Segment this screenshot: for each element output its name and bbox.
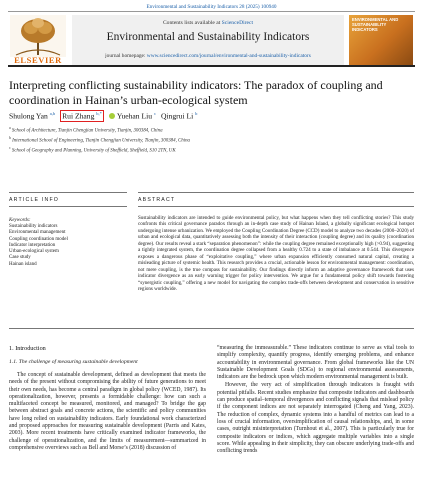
keywords-label: Keywords: bbox=[9, 218, 31, 223]
author-affiliation-mark[interactable]: b bbox=[195, 111, 198, 116]
paragraph: However, the very act of simplification through indicators is fraught with potential pitfalls. Recent studies emphasize that composite indicators and dashboards can produce spatial–temporal divergences and conflicting signals that mislead policy if the component indices are not separately interrogated (Cheng and Yang, 2023). The reduction of complex, dynamic systems into a handful of metrics can lead to a loss of crucial information, oversimplification of causal relationships, and, in some cases, outright misinterpretation (Turnhout et al., 2007). This is particularly true for composite indicators or indices, which aggregate multiple variables into a single score. While appealing in their simplicity, they can obscure underlying trade-offs and conflicting trends bbox=[217, 382, 414, 455]
affiliation-mark: c bbox=[9, 145, 11, 150]
paragraph: “measuring the immeasurable.” These indicators continue to serve as vital tools to simplify complexity, quantify progress, identify emerging problems, and enhance accountability in environmental governance. From global frameworks like the UN Sustainable Development Goals (SDGs) to regional environmental assessments, indicators are the bedrock upon which modern environmental management is built. bbox=[217, 345, 414, 381]
affiliation-b bbox=[9, 135, 414, 145]
cover-title: ENVIRONMENTAL AND SUSTAINABILITY INDICATORS bbox=[352, 17, 399, 32]
body-separator-rule bbox=[9, 328, 414, 329]
keyword: Urban-ecological system bbox=[9, 249, 59, 255]
subsection-heading: 1.1. The challenge of measuring sustainable development bbox=[9, 359, 138, 365]
journal-header bbox=[8, 11, 415, 67]
author-3[interactable] bbox=[117, 111, 156, 121]
body-column-right bbox=[217, 345, 414, 456]
affiliations bbox=[9, 125, 414, 154]
section-heading-introduction: 1. Introduction bbox=[9, 345, 46, 352]
keyword: Environmental management bbox=[9, 230, 66, 236]
running-head: Environmental and Sustainability Indicators 28 (2025) 100940 bbox=[146, 4, 277, 10]
contents-prefix: Contents lists available at bbox=[162, 20, 222, 26]
affiliation-c bbox=[9, 145, 414, 155]
author-affiliation-mark[interactable]: a,b bbox=[49, 111, 56, 116]
author-1[interactable] bbox=[9, 111, 55, 121]
keyword: Hainan island bbox=[9, 261, 37, 267]
author-name: Shulong Yan bbox=[9, 111, 48, 121]
publisher-wordmark: ELSEVIER bbox=[14, 55, 62, 65]
abstract-heading: ABSTRACT bbox=[138, 197, 176, 203]
keyword: Indicator interpretation bbox=[9, 242, 56, 248]
sciencedirect-link[interactable]: ScienceDirect bbox=[221, 20, 254, 26]
author-name: Rui Zhang bbox=[62, 111, 95, 121]
author-affiliation-mark[interactable]: c bbox=[153, 111, 156, 116]
author-list bbox=[9, 110, 202, 122]
author-name: Qingrui Li bbox=[160, 111, 194, 121]
contents-line bbox=[72, 20, 344, 26]
abstract-text: Sustainability indicators are intended to guide environmental policy, but what happens when they tell conflicting stories? This study confronts this critical governance paradox through an in-depth case study of Hainan Island, a globally significant ecological hotspot undergoing intense urbanization. We employed the Coupling Coordination Degree (CCD) model to analyze two decades (2000–2020) of urban and ecological data, quantitatively assessing both the intensity of their interaction (coupling degree) and its quality (coordination degree). Our results reveal a stark “separation phenomenon”: while the coupling degree remained exceptionally high (>0.94), suggesting a tightly integrated system, the coordination degree collapsed from a healthy 0.724 to a state of imbalance at 0.544. This divergence exposes a dangerous phase of “exploitative coupling,” where urban expansion efficiently consumed natural capital, creating a misleading picture of systemic health. This research provides a crucial, actionable lesson for environmental management: coordination, not mere coupling, is the true compass for sustainability. Our findings directly inform an adaptive governance framework that uses indicator divergence as an early warning trigger for policy intervention. We argue for a fundamental policy shift towards fostering “synergistic coupling,” offering a new model for navigating the complex trade-offs between development and conservation in sensitive regions worldwide. bbox=[138, 215, 414, 292]
body-column-left: The concept of sustainable development, defined as development that meets the needs of the present without compromising the ability of future generations to meet their own needs, has become a central paradigm in global policy (WCED, 1987). Its operationalization, however, presents a formidable challenge: how can such a multifaceted concept be measured, monitored, and managed? To bridge the gap between abstract goals and concrete actions, the scientific and policy communities have long relied on sustainability indicators. Early foundational work characterized and proposed approaches for measuring sustainable development (Parris and Kates, 2003). More recent treatments have critically examined indicator frameworks, the challenge of operationalization, and the limits of measurement—summarized in comprehensive overviews such as Bell and Morse’s (2018) discussion of bbox=[9, 372, 206, 451]
keyword: Case study bbox=[9, 255, 31, 261]
affiliation-text: International School of Engineering, Tianjin Chengjian University, Tianjin, 300384, China bbox=[12, 138, 190, 144]
abstract-rule-bottom bbox=[138, 206, 414, 207]
journal-cover-thumbnail[interactable] bbox=[349, 15, 413, 65]
journal-title[interactable]: Environmental and Sustainability Indicators bbox=[106, 31, 310, 43]
article-info-rule-bottom bbox=[9, 206, 127, 207]
keyword: Sustainability indicators bbox=[9, 224, 58, 229]
abstract-rule bbox=[138, 192, 414, 193]
author-name: Yuehan Liu bbox=[116, 111, 153, 121]
affiliation-a bbox=[9, 125, 414, 135]
article-info-rule bbox=[9, 192, 127, 193]
article-title: Interpreting conflicting sustainability indicators: The paradox of coupling and coordination in Hainan’s urban-ecological system bbox=[9, 78, 383, 107]
journal-info-box bbox=[72, 15, 344, 65]
author-4[interactable] bbox=[161, 111, 197, 121]
elsevier-logo[interactable] bbox=[10, 15, 66, 65]
author-2-highlighted[interactable] bbox=[60, 110, 104, 122]
homepage-link[interactable]: www.sciencedirect.com/journal/environmental-and-sustainability-indicators bbox=[146, 53, 311, 59]
orcid-icon[interactable] bbox=[109, 113, 115, 119]
elsevier-tree-icon bbox=[10, 15, 66, 57]
keyword: Coupling coordination model bbox=[9, 236, 68, 242]
affiliation-text: School of Geography and Planning, University of Sheffield, Sheffield, S10 2TN, UK bbox=[11, 148, 176, 154]
article-info-heading: ARTICLE INFO bbox=[9, 197, 60, 203]
author-affiliation-mark[interactable]: b,* bbox=[96, 111, 102, 116]
keywords-block bbox=[9, 218, 127, 268]
affiliation-mark: b bbox=[9, 135, 11, 140]
affiliation-text: School of Architecture, Tianjin Chengjian University, Tianjin, 300384, China bbox=[11, 128, 163, 134]
journal-homepage bbox=[72, 53, 344, 59]
affiliation-mark: a bbox=[9, 126, 11, 130]
homepage-prefix: journal homepage: bbox=[105, 53, 147, 59]
